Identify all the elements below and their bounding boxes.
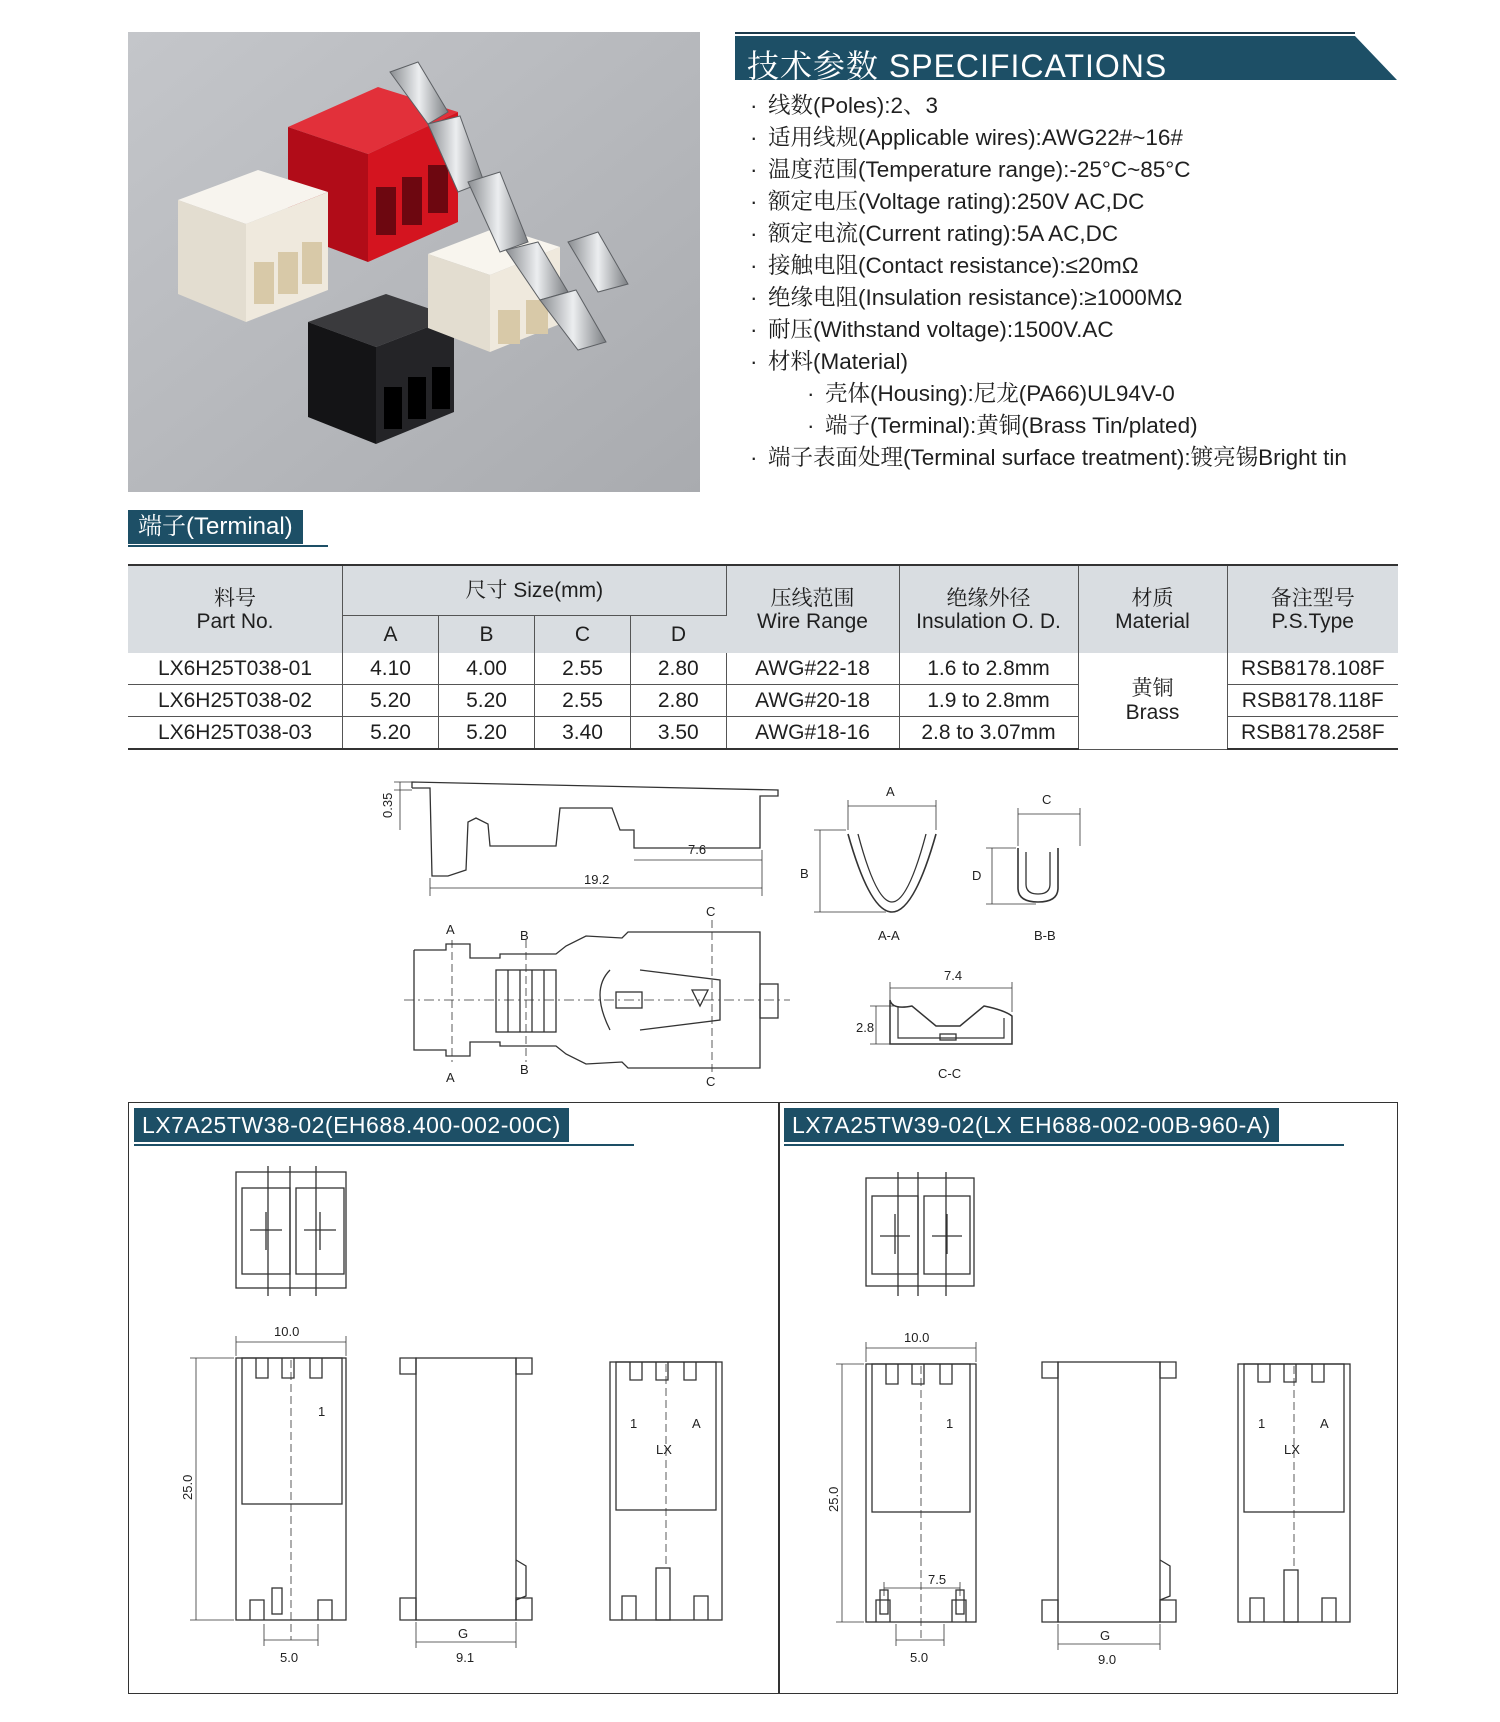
housing-frame [128,1102,1398,1694]
spec-item: · 额定电压(Voltage rating):250V AC,DC [750,189,1145,214]
dim-c-label: C [1042,792,1052,807]
specifications-header [735,36,1397,84]
table-row: LX6H25T038-02 5.20 5.20 2.55 2.80 AWG#20-18 1.9 to 2.8mm RSB8178.118F [128,685,1398,717]
spec-item: · 绝缘电阻(Insulation resistance):≥1000MΩ [750,285,1183,310]
spec-item: · 适用线规(Applicable wires):AWG22#~16# [750,125,1183,150]
col-size: 尺寸 Size(mm) [343,565,727,615]
dim-035: 0.35 [380,792,395,818]
dim-76: 7.6 [688,842,707,857]
left-pin-1: 1 [318,1404,326,1419]
housing-right-rule [784,1144,1344,1146]
right-dim-10: 10.0 [904,1330,930,1345]
spec-item: · 温度范围(Temperature range):-25°C~85°C [750,157,1191,182]
right-back-pin-a: A [1320,1416,1329,1431]
left-mark-g: G [458,1626,469,1641]
left-dim-91: 9.1 [456,1650,475,1665]
section-a-top: A [446,922,455,937]
housing-left-rule [134,1144,634,1146]
dim-192: 19.2 [584,872,610,887]
housing-left-title: LX7A25TW38-02(EH688.400-002-00C) [134,1108,569,1142]
table-row: LX6H25T038-03 5.20 5.20 3.40 3.50 AWG#18-16 2.8 to 3.07mm RSB8178.258F [128,717,1398,750]
spec-sub-item: · 端子(Terminal):黄铜(Brass Tin/plated) [807,413,1198,438]
spec-item: · 线数(Poles):2、3 [750,93,939,118]
left-back-pin-1: 1 [630,1416,638,1431]
housing-divider [778,1102,780,1694]
col-wire-range: 压线范围 Wire Range [726,565,899,653]
right-dim-5: 5.0 [910,1650,929,1665]
spec-item: · 耐压(Withstand voltage):1500V.AC [750,317,1114,342]
spec-item: · 材料(Material) [750,349,909,374]
col-a: A [343,615,439,653]
right-mark-g: G [1100,1628,1111,1643]
col-d: D [631,615,727,653]
terminal-table [128,564,1398,750]
section-bb-label: B-B [1034,928,1056,943]
spec-list [750,90,1410,474]
left-dim-5: 5.0 [280,1650,299,1665]
dim-28: 2.8 [856,1020,875,1035]
spec-item: · 额定电流(Current rating):5A AC,DC [750,221,1119,246]
terminal-section-title: 端子(Terminal) [128,510,303,544]
left-back-pin-a: A [692,1416,701,1431]
col-insulation: 绝缘外径 Insulation O. D. [899,565,1078,653]
col-ps-type: 备注型号 P.S.Type [1227,565,1398,653]
specifications-title: 技术参数 SPECIFICATIONS [747,48,1168,84]
material-cell: 黄铜 Brass [1078,653,1227,749]
header-rule [735,32,1355,34]
section-cc-label: C-C [938,1066,962,1081]
right-back-pin-1: 1 [1258,1416,1266,1431]
left-dim-10: 10.0 [274,1324,300,1339]
dim-a-label: A [886,784,895,799]
section-c-bottom: C [706,1074,716,1089]
right-dim-9: 9.0 [1098,1652,1117,1667]
right-back-lx: LX [1284,1442,1300,1457]
dim-74: 7.4 [944,968,963,983]
section-a-bottom: A [446,1070,455,1085]
right-dim-75: 7.5 [928,1572,947,1587]
spec-item: · 端子表面处理(Terminal surface treatment):镀亮锡Bright tin [750,445,1347,470]
section-b-bottom: B [520,1062,529,1077]
section-b-top: B [520,928,529,943]
product-photo [128,32,700,492]
section-rule [128,545,328,547]
dim-b-label: B [800,866,809,881]
right-dim-25: 25.0 [826,1486,841,1512]
col-part-no: 料号 Part No. [128,565,343,653]
col-b: B [439,615,535,653]
col-material: 材质 Material [1078,565,1227,653]
spec-sub-item: · 壳体(Housing):尼龙(PA66)UL94V-0 [807,381,1175,406]
left-dim-25: 25.0 [180,1474,195,1500]
section-c-top: C [706,904,716,919]
housing-right-title: LX7A25TW39-02(LX EH688-002-00B-960-A) [784,1108,1279,1142]
table-row: LX6H25T038-01 4.10 4.00 2.55 2.80 AWG#22-18 1.6 to 2.8mm 黄铜 Brass RSB8178.108F [128,653,1398,685]
dim-d-label: D [972,868,982,883]
section-aa-label: A-A [878,928,900,943]
col-c: C [535,615,631,653]
spec-item: · 接触电阻(Contact resistance):≤20mΩ [750,253,1139,278]
right-pin-1: 1 [946,1416,954,1431]
left-back-lx: LX [656,1442,672,1457]
